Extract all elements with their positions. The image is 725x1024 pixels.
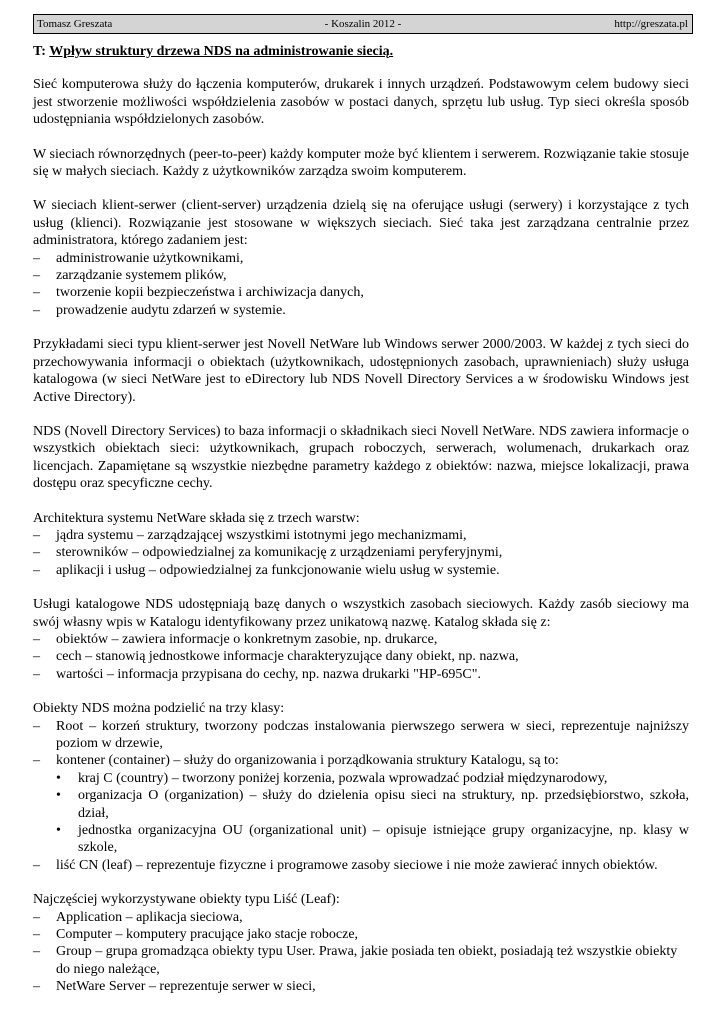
list-item: – cech – stanowią jednostkowe informacje charakteryzujące dany obiekt, np. nazwa, bbox=[33, 648, 689, 665]
list-item: • organizacja O (organization) – służy do dzielenia opisu sieci na struktury, np. przedsiębiorstwo, szkoła, dział, bbox=[33, 787, 689, 822]
list-item: – prowadzenie audytu zdarzeń w systemie. bbox=[33, 302, 689, 319]
document-body bbox=[33, 43, 689, 996]
layers-list bbox=[33, 527, 689, 579]
paragraph-classes: Obiekty NDS można podzielić na trzy klasy: bbox=[33, 701, 285, 717]
paragraph-examples: Przykładami sieci typu klient-serwer jest Novell NetWare lub Windows serwer 2000/2003. W każdej z tych sieci do przechowywania informacji o obiektach (użytkownikach, udostępnionych zasobach, uprawnieniach) służy usługa katalogowa (w sieci NetWare jest to eDirectory lub NDS Novell Directory Services a w środowisku Windows jest Active Directory). bbox=[33, 337, 689, 405]
list-item: – aplikacji i usług – odpowiedzialnej za funkcjonowanie wielu usług w systemie. bbox=[33, 562, 689, 579]
list-item: – NetWare Server – reprezentuje serwer w sieci, bbox=[33, 978, 689, 995]
list-item: – wartości – informacja przypisana do cechy, np. nazwa drukarki "HP-695C". bbox=[33, 666, 689, 683]
catalog-list bbox=[33, 631, 689, 683]
list-item: – Application – aplikacja sieciowa, bbox=[33, 909, 689, 926]
list-item-container bbox=[33, 752, 689, 856]
list-item: • kraj C (country) – tworzony poniżej korzenia, pozwala wprowadzać podział międzynarodowy, bbox=[33, 770, 689, 787]
paragraph-catalog: Usługi katalogowe NDS udostępniają bazę danych o wszystkich zasobach sieciowych. Każdy zasób sieciowy ma swój własny wpis w Katalogu identyfikowany przez unikatową nazwę. Katalog składa się z: bbox=[33, 597, 689, 630]
leaf-objects-list bbox=[33, 909, 689, 996]
paragraph-client-server: W sieciach klient-serwer (client-server) urządzenia dzielą się na oferujące usługi (serwery) i korzystające z tych usług (klienci). Rozwiązanie jest stosowane w większych sieciach. Sieć taka jest zarządzana centralnie przez administratora, którego zadaniem jest: bbox=[33, 198, 689, 249]
paragraph-network-intro: Sieć komputerowa służy do łączenia komputerów, drukarek i innych urządzeń. Podstawowym celem budowy sieci jest stworzenie możliwości współdzielenia zasobów w postaci danych, sprzętu lub usług. Typ sieci określa sposób udostępniania współdzielonych zasobów. bbox=[33, 77, 689, 128]
paragraph-leaf-objects: Najczęściej wykorzystywane obiekty typu Liść (Leaf): bbox=[33, 892, 340, 908]
list-item: – sterowników – odpowiedzialnej za komunikację z urządzeniami peryferyjnymi, bbox=[33, 544, 689, 561]
list-item: – Group – grupa gromadząca obiekty typu User. Prawa, jakie posiada ten obiekt, posiadają też wszystkie obiekty do niego należące, bbox=[33, 943, 689, 978]
admin-tasks-list bbox=[33, 250, 689, 320]
title-prefix: T: bbox=[33, 44, 46, 59]
paragraph-peer-to-peer: W sieciach równorzędnych (peer-to-peer) każdy komputer może być klientem i serwerem. Rozwiązanie takie stosuje się w małych sieciach. Każdy z użytkowników zarządza swoim komputerem. bbox=[33, 146, 689, 180]
classes-list bbox=[33, 718, 689, 875]
header-author: Tomasz Greszata bbox=[37, 18, 113, 30]
list-item: – zarządzanie systemem plików, bbox=[33, 267, 689, 284]
container-text: kontener (container) – służy do organizowania i porządkowania struktury Katalogu, są to: bbox=[56, 753, 559, 769]
paragraph-architecture: Architektura systemu NetWare składa się z trzech warstw: bbox=[33, 510, 360, 526]
list-item-leaf: – liść CN (leaf) – reprezentuje fizyczne i programowe zasoby sieciowe i nie może zawierać innych obiektów. bbox=[33, 857, 689, 874]
header-url: http://greszata.pl bbox=[614, 18, 688, 30]
list-item: – administrowanie użytkownikami, bbox=[33, 250, 689, 267]
list-item: – Computer – komputery pracujące jako stacje robocze, bbox=[33, 926, 689, 943]
page-header bbox=[33, 14, 693, 34]
list-item: – jądra systemu – zarządzającej wszystkimi istotnymi jego mechanizmami, bbox=[33, 527, 689, 544]
header-center: - Koszalin 2012 - bbox=[324, 18, 402, 30]
paragraph-nds-definition: NDS (Novell Directory Services) to baza informacji o składnikach sieci Novell NetWare. NDS zawiera informacje o wszystkich obiektach sieci: użytkownikach, grupach roboczych, serwerach, wolumenach, drukarkach oraz licencjach. Zapamiętane są wszystkie niezbędne parametry każdego z obiektów: nazwa, miejsce lokalizacji, prawa dostępu oraz specyficzne cechy. bbox=[33, 423, 689, 492]
page-title bbox=[33, 43, 689, 60]
list-item: • jednostka organizacyjna OU (organizational unit) – opisuje istniejące grupy organizacyjne, np. klasy w szkole, bbox=[33, 822, 689, 857]
title-text: Wpływ struktury drzewa NDS na administrowanie siecią. bbox=[49, 44, 394, 59]
list-item: – obiektów – zawiera informacje o konkretnym zasobie, np. drukarce, bbox=[33, 631, 689, 648]
list-item-root: – Root – korzeń struktury, tworzony podczas instalowania pierwszego serwera w sieci, reprezentuje najniższy poziom w drzewie, bbox=[33, 718, 689, 753]
list-item: – tworzenie kopii bezpieczeństwa i archiwizacja danych, bbox=[33, 284, 689, 301]
container-sublist bbox=[33, 770, 689, 857]
